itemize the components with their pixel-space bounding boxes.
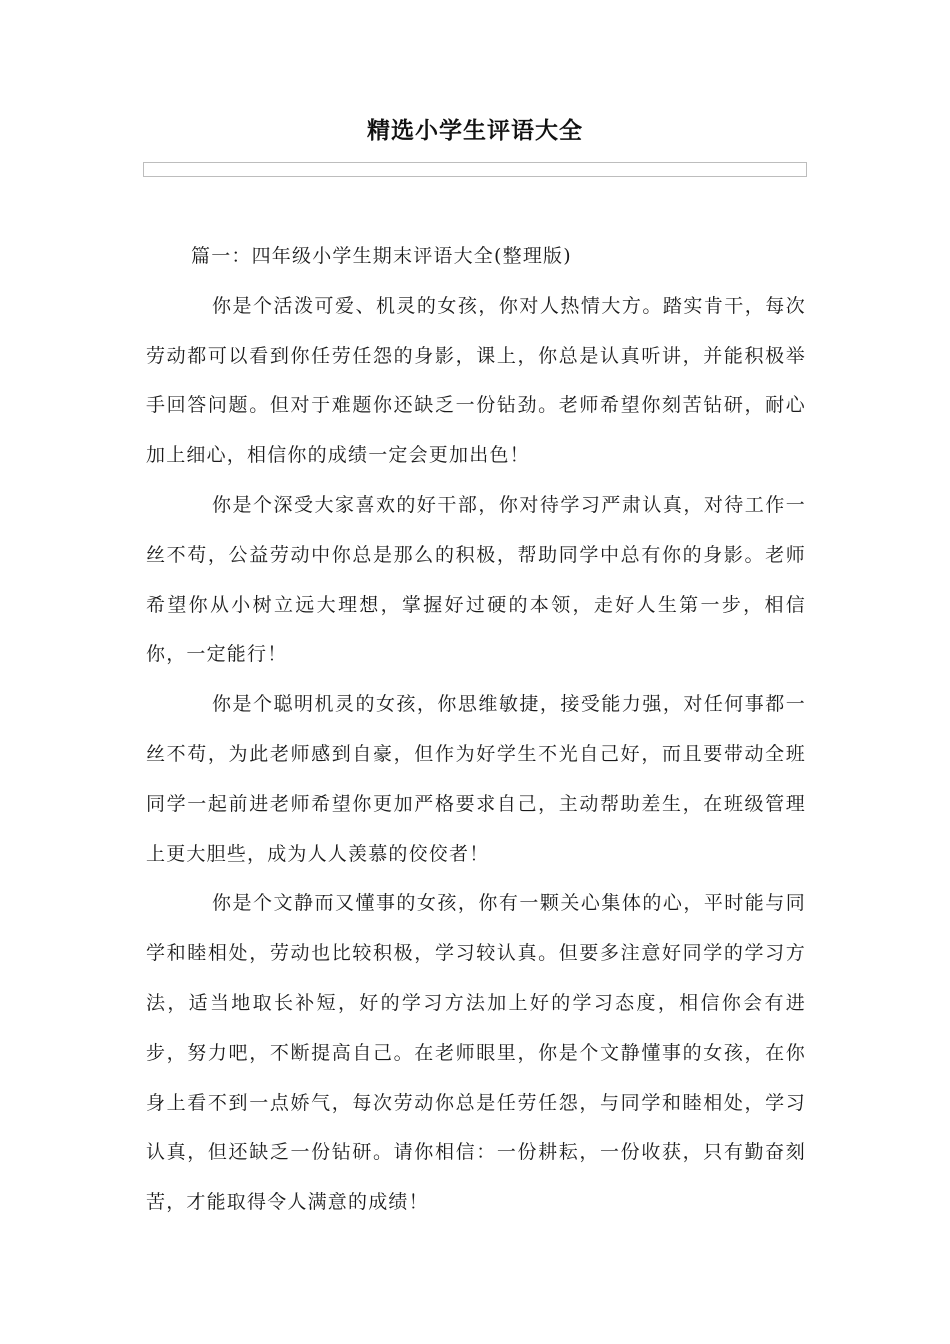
paragraph-1: 你是个活泼可爱、机灵的女孩，你对人热情大方。踏实肯干，每次劳动都可以看到你任劳任怨的身影，课上，你总是认真听讲，并能积极举手回答问题。但对于难题你还缺乏一份钻劲。老师希望你刻苦钻研，耐心加上细心，相信你的成绩一定会更加出色！ [146,294,806,467]
title-divider [143,162,807,177]
section-heading: 篇一：四年级小学生期末评语大全(整理版) [191,245,572,267]
paragraph-2: 你是个深受大家喜欢的好干部，你对待学习严肃认真，对待工作一丝不苟，公益劳动中你总是那么的积极，帮助同学中总有你的身影。老师希望你从小树立远大理想，掌握好过硬的本领，走好人生第一步，相信你，一定能行！ [146,493,806,666]
document-title: 精选小学生评语大全 [367,118,583,144]
document-body [146,232,806,1228]
paragraph-3: 你是个聪明机灵的女孩，你思维敏捷，接受能力强，对任何事都一丝不苟，为此老师感到自豪，但作为好学生不光自己好，而且要带动全班同学一起前进老师希望你更加严格要求自己，主动帮助差生，在班级管理上更大胆些，成为人人羡慕的佼佼者！ [146,693,806,865]
paragraph-4: 你是个文静而又懂事的女孩，你有一颗关心集体的心，平时能与同学和睦相处，劳动也比较积极，学习较认真。但要多注意好同学的学习方法，适当地取长补短，好的学习方法加上好的学习态度，相信你会有进步，努力吧，不断提高自己。在老师眼里，你是个文静懂事的女孩，在你身上看不到一点娇气，每次劳动你总是任劳任怨，与同学和睦相处，学习认真，但还缺乏一份钻研。请你相信：一份耕耘，一份收获，只有勤奋刻苦，才能取得令人满意的成绩！ [146,892,806,1214]
